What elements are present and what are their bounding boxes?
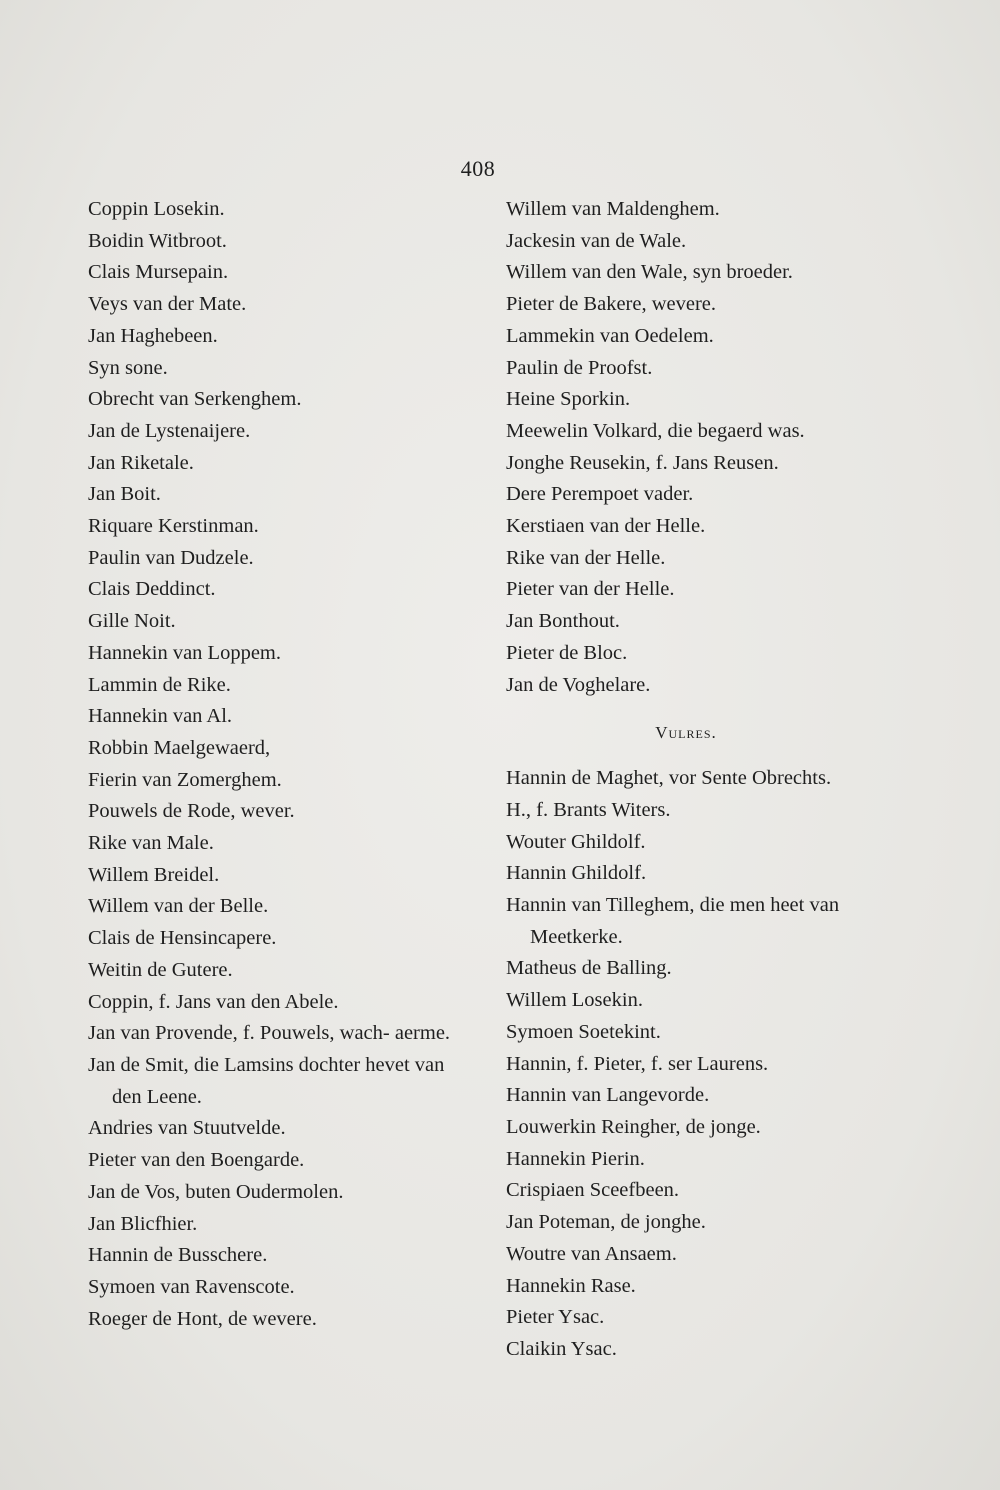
name-entry: Claikin Ysac. <box>506 1337 617 1360</box>
name-entry: Symoen Soetekint. <box>506 1020 661 1043</box>
name-entry: Coppin Losekin. <box>88 198 225 220</box>
name-entry: Heine Sporkin. <box>506 388 631 411</box>
name-entry: Jackesin van de Wale. <box>506 229 687 252</box>
name-entry: Paulin van Dudzele. <box>88 546 254 569</box>
name-entry: Syn sone. <box>88 356 168 379</box>
name-entry: Robbin Maelgewaerd, <box>88 736 271 759</box>
name-entry: Willem van den Wale, syn broeder. <box>506 261 793 284</box>
name-entry: Symoen van Ravenscote. <box>88 1275 295 1298</box>
name-entry: Matheus de Balling. <box>506 957 672 980</box>
name-entry: Obrecht van Serkenghem. <box>88 388 302 411</box>
name-entry: Jan Boit. <box>88 483 161 506</box>
name-entry: Willem Breidel. <box>88 863 220 886</box>
name-entry: Jan de Lystenaijere. <box>88 419 251 442</box>
name-entry: Jan de Smit, die Lamsins dochter hevet van den Leene. <box>88 1053 445 1108</box>
name-entry: Hannekin van Al. <box>88 705 233 728</box>
name-entry: Dere Perempoet vader. <box>506 483 694 506</box>
name-entry: Hannin de Maghet, vor Sente Obrechts. <box>506 767 832 790</box>
name-entry: Hannin van Langevorde. <box>506 1084 710 1107</box>
name-entry: Pieter van den Boengarde. <box>88 1149 305 1172</box>
name-entry: Pieter Ysac. <box>506 1306 605 1329</box>
name-entry: Jan de Voghelare. <box>506 673 651 696</box>
name-entry: Wouter Ghildolf. <box>506 830 646 853</box>
name-entry: Woutre van Ansaem. <box>506 1242 677 1265</box>
name-entry: Hannekin van Loppem. <box>88 641 281 664</box>
name-entry: Boidin Witbroot. <box>88 229 227 252</box>
name-entry: Kerstiaen van der Helle. <box>506 515 706 538</box>
name-entry: Willem van Maldenghem. <box>506 198 720 220</box>
section-heading: Vulres. <box>655 723 717 743</box>
name-entry: Hannin, f. Pieter, f. ser Laurens. <box>506 1052 769 1075</box>
name-entry: Jan Haghebeen. <box>88 324 218 347</box>
name-entry: Pieter van der Helle. <box>506 578 675 601</box>
name-entry: Louwerkin Reingher, de jonge. <box>506 1115 761 1138</box>
name-entry: Willem van der Belle. <box>88 895 269 918</box>
name-entry: Lammin de Rike. <box>88 673 231 696</box>
name-entry: Paulin de Proofst. <box>506 356 653 379</box>
name-entry: Fierin van Zomerghem. <box>88 768 282 791</box>
name-entry: Andries van Stuutvelde. <box>88 1117 286 1140</box>
name-entry: Riquare Kerstinman. <box>88 515 259 538</box>
name-entry: Jan Blicfhier. <box>88 1212 198 1235</box>
name-entry: Pieter de Bloc. <box>506 641 628 664</box>
name-entry: Hannekin Rase. <box>506 1274 636 1297</box>
name-entry: Jan Poteman, de jonghe. <box>506 1211 706 1234</box>
name-entry: Pouwels de Rode, wever. <box>88 800 295 823</box>
name-entry: Hannin de Busschere. <box>88 1244 268 1267</box>
name-entry: Gille Noit. <box>88 610 176 633</box>
name-entry: Pieter de Bakere, wevere. <box>506 293 717 316</box>
name-entry: Hannekin Pierin. <box>506 1147 645 1170</box>
name-entry: Clais Deddinct. <box>88 578 216 601</box>
name-entry: Jonghe Reusekin, f. Jans Reusen. <box>506 451 779 474</box>
name-entry: Jan Bonthout. <box>506 610 620 633</box>
name-entry: Veys van der Mate. <box>88 293 247 316</box>
name-entry: Roeger de Hont, de wevere. <box>88 1307 317 1330</box>
name-entry: Jan de Vos, buten Oudermolen. <box>88 1180 344 1203</box>
name-entry: Hannin Ghildolf. <box>506 862 647 885</box>
name-entry: Clais Mursepain. <box>88 261 229 284</box>
name-entry: Weitin de Gutere. <box>88 958 233 981</box>
name-entry: Willem Losekin. <box>506 989 643 1012</box>
name-entry: Coppin, f. Jans van den Abele. <box>88 990 339 1013</box>
name-entry: Lammekin van Oedelem. <box>506 324 714 347</box>
name-entry: Rike van Male. <box>88 832 214 855</box>
name-entry: Clais de Hensincapere. <box>88 927 277 950</box>
name-entry: Crispiaen Sceefbeen. <box>506 1179 680 1202</box>
name-entry: Rike van der Helle. <box>506 546 666 569</box>
left-name-list <box>88 194 468 1335</box>
name-entry: Hannin van Tilleghem, die men heet van Meetkerke. <box>506 894 840 948</box>
right-name-list <box>506 194 896 1366</box>
name-entry: Jan van Provende, f. Pouwels, wach- aerme. <box>88 1022 451 1045</box>
name-entry: Jan Riketale. <box>88 451 194 474</box>
name-entry: H., f. Brants Witers. <box>506 798 671 821</box>
name-entry: Meewelin Volkard, die begaerd was. <box>506 419 805 442</box>
page-number: 408 <box>460 156 496 181</box>
